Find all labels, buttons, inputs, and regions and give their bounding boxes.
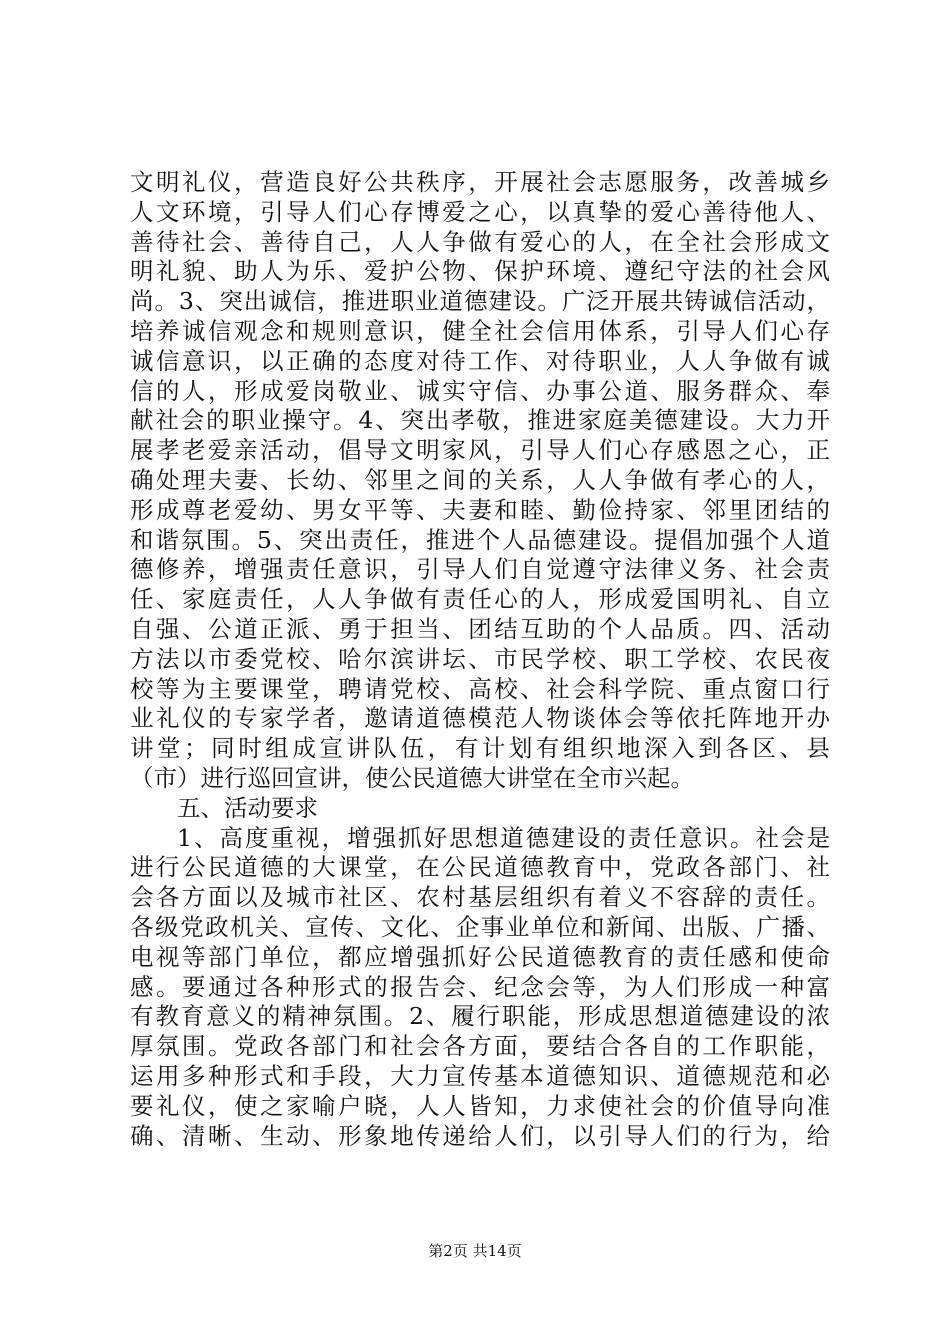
- body-line-2: 人文环境，引导人们心存博爱之心，以真挚的爱心善待他人、: [130, 197, 830, 226]
- body-line-25: 会各方面以及城市社区、农村基层组织有着义不容辞的责任。: [130, 883, 830, 912]
- body-line-5: 尚。3、突出诚信，推进职业道德建设。广泛开展共铸诚信活动，: [130, 287, 830, 316]
- body-line-28: 感。要通过各种形式的报告会、纪念会等，为人们形成一种富: [130, 972, 830, 1001]
- body-line-4: 明礼貌、助人为乐、爱护公物、保护环境、遵纪守法的社会风: [130, 257, 830, 286]
- body-line-15: 任、家庭责任，人人争做有责任心的人，形成爱国明礼、自立: [130, 585, 830, 614]
- body-line-13: 和谐氛围。5、突出责任，推进个人品德建设。提倡加强个人道: [130, 525, 830, 554]
- body-line-23: 1、高度重视，增强抓好思想道德建设的责任意识。社会是: [177, 823, 830, 852]
- section-heading: 五、活动要求: [177, 793, 318, 822]
- body-line-10: 展孝老爱亲活动，倡导文明家风，引导人们心存感恩之心，正: [130, 436, 830, 465]
- document-body: [130, 168, 830, 1151]
- body-line-30: 厚氛围。党政各部门和社会各方面，要结合各自的工作职能，: [130, 1032, 830, 1061]
- body-line-6: 培养诚信观念和规则意识，健全社会信用体系，引导人们心存: [130, 316, 830, 345]
- body-line-7: 诚信意识，以正确的态度对待工作、对待职业，人人争做有诚: [130, 346, 830, 375]
- body-line-32: 要礼仪，使之家喻户晓，人人皆知，力求使社会的价值导向准: [130, 1091, 830, 1120]
- body-line-24: 进行公民道德的大课堂，在公民道德教育中，党政各部门、社: [130, 853, 830, 882]
- body-line-31: 运用多种形式和手段，大力宣传基本道德知识、道德规范和必: [130, 1061, 830, 1090]
- body-line-26: 各级党政机关、宣传、文化、企事业单位和新闻、出版、广播、: [130, 912, 830, 941]
- body-line-12: 形成尊老爱幼、男女平等、夫妻和睦、勤俭持家、邻里团结的: [130, 495, 830, 524]
- body-line-1: 文明礼仪，营造良好公共秩序，开展社会志愿服务，改善城乡: [130, 168, 830, 196]
- body-line-17: 方法以市委党校、哈尔滨讲坛、市民学校、职工学校、农民夜: [130, 644, 830, 673]
- body-line-11: 确处理夫妻、长幼、邻里之间的关系，人人争做有孝心的人，: [130, 465, 830, 494]
- body-line-21: （市）进行巡回宣讲，使公民道德大讲堂在全市兴起。: [130, 763, 694, 792]
- page-number-footer: 第2页 共14页: [428, 1242, 522, 1260]
- body-line-33: 确、清晰、生动、形象地传递给人们，以引导人们的行为，给: [130, 1121, 830, 1150]
- body-line-16: 自强、公道正派、勇于担当、团结互助的个人品质。四、活动: [130, 614, 830, 643]
- body-line-20: 讲堂；同时组成宣讲队伍，有计划有组织地深入到各区、县: [130, 734, 830, 763]
- body-line-9: 献社会的职业操守。4、突出孝敬，推进家庭美德建设。大力开: [130, 406, 830, 435]
- body-line-27: 电视等部门单位，都应增强抓好公民道德教育的责任感和使命: [130, 942, 830, 971]
- body-line-8: 信的人，形成爱岗敬业、诚实守信、办事公道、服务群众、奉: [130, 376, 830, 405]
- body-line-19: 业礼仪的专家学者，邀请道德模范人物谈体会等依托阵地开办: [130, 704, 830, 733]
- body-line-14: 德修养，增强责任意识，引导人们自觉遵守法律义务、社会责: [130, 555, 830, 584]
- body-line-18: 校等为主要课堂，聘请党校、高校、社会科学院、重点窗口行: [130, 674, 830, 703]
- body-line-3: 善待社会、善待自己，人人争做有爱心的人，在全社会形成文: [130, 227, 830, 256]
- body-line-29: 有教育意义的精神氛围。2、履行职能，形成思想道德建设的浓: [130, 1002, 830, 1031]
